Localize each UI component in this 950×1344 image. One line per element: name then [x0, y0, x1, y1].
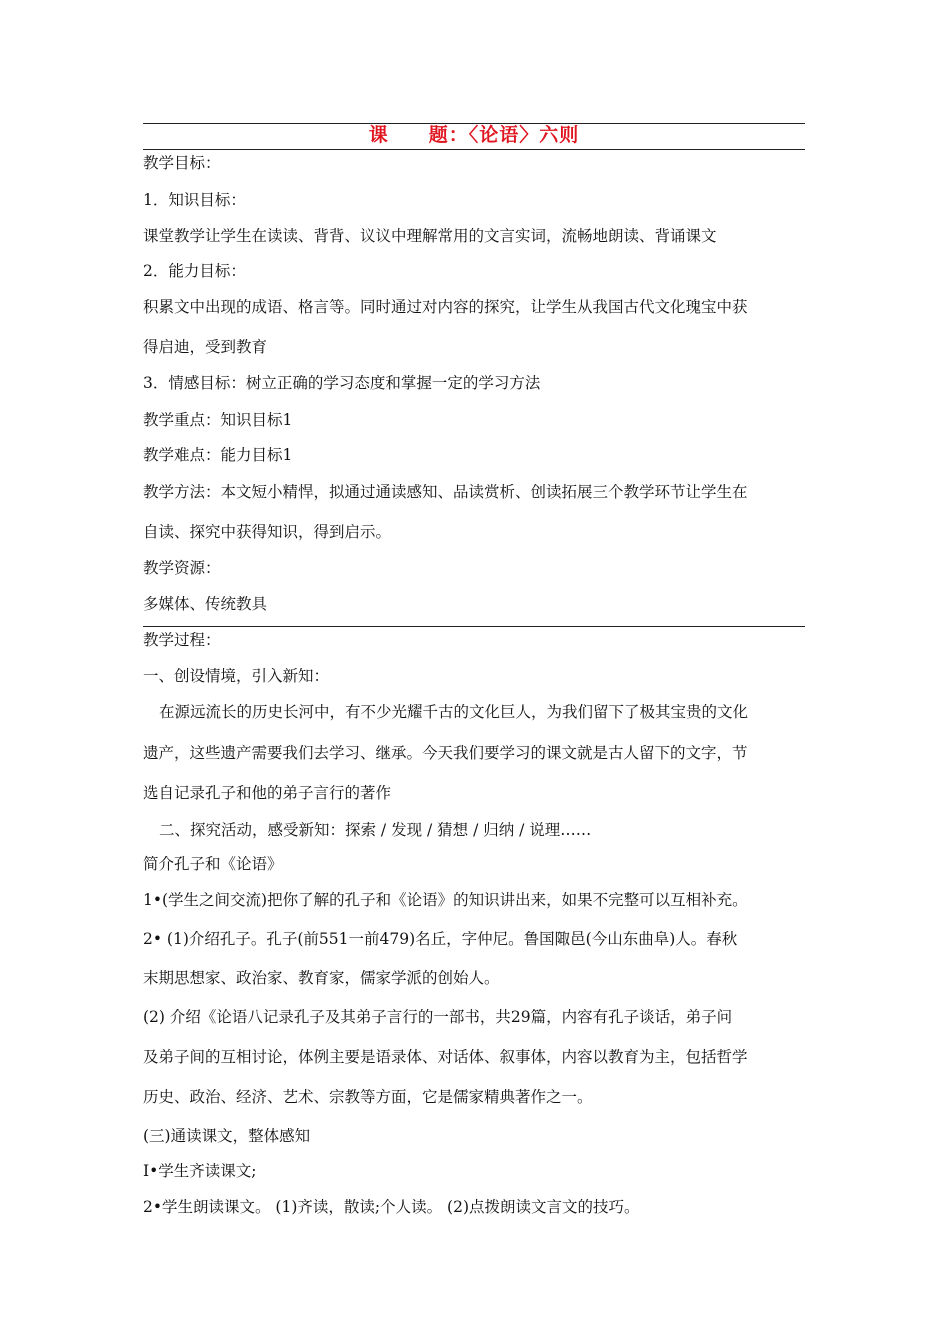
teaching-resources-heading: 教学资源：	[143, 559, 221, 577]
teaching-method-2: 自读、探究中获得知识，得到启示。	[143, 523, 392, 541]
step-one-heading: 一、创设情境，引入新知：	[143, 667, 330, 685]
step-three-heading: (三)通读课文，整体感知	[143, 1127, 311, 1145]
teaching-difficulty: 教学难点：能力目标1	[143, 446, 293, 464]
item-2-analects-3: 历史、政治、经济、艺术、宗教等方面，它是儒家精典著作之一。	[143, 1088, 593, 1106]
reading-item-2: 2•学生朗读课文。 (1)齐读，散读;个人读。 (2)点拨朗读文言文的技巧。	[143, 1198, 640, 1216]
process-divider-rule	[143, 626, 805, 627]
confucius-intro-heading: 简介孔子和《论语》	[143, 855, 283, 873]
item-1-exchange: 1•(学生之间交流)把你了解的孔子和《论语》的知识讲出来，如果不完整可以互相补充。	[143, 891, 748, 909]
teaching-process-heading: 教学过程：	[143, 631, 221, 649]
item-2-confucius-1: 2• (1)介绍孔子。孔子(前551一前479)名丘，字仲尼。鲁国陬邑(今山东曲阜)人。春秋	[143, 930, 738, 948]
step-two-heading: 二、探究活动，感受新知：探索 / 发现 / 猜想 / 归纳 / 说理……	[159, 821, 592, 839]
objective-emotion: 3．情感目标：树立正确的学习态度和掌握一定的学习方法	[143, 374, 541, 392]
item-2-confucius-2: 末期思想家、政治家、教育家，儒家学派的创始人。	[143, 969, 500, 987]
teaching-method-1: 教学方法：本文短小精悍，拟通过通读感知、品读赏析、创读拓展三个教学环节让学生在	[143, 483, 748, 501]
section-heading-objectives: 教学目标：	[143, 154, 221, 172]
reading-item-1: I•学生齐读课文;	[143, 1162, 257, 1180]
intro-paragraph-2: 遗产，这些遗产需要我们去学习、继承。今天我们要学习的课文就是古人留下的文字，节	[143, 744, 748, 762]
teaching-resources-text: 多媒体、传统教具	[143, 595, 268, 613]
page-title: 课 题：〈论语〉六则	[368, 124, 580, 146]
objective-ability-text-1: 积累文中出现的成语、格言等。同时通过对内容的探究，让学生从我国古代文化瑰宝中获	[143, 298, 748, 316]
item-2-analects-2: 及弟子间的互相讨论，体例主要是语录体、对话体、叙事体，内容以教育为主，包括哲学	[143, 1048, 748, 1066]
teaching-focus: 教学重点：知识目标1	[143, 411, 293, 429]
intro-paragraph-3: 选自记录孔子和他的弟子言行的著作	[143, 784, 392, 802]
objective-knowledge-text: 课堂教学让学生在读读、背背、议议中理解常用的文言实词，流畅地朗读、背诵课文	[143, 227, 717, 245]
title-bottom-rule	[143, 149, 805, 150]
objective-ability-text-2: 得启迪，受到教育	[143, 338, 268, 356]
objective-ability-heading: 2．能力目标：	[143, 262, 246, 280]
intro-paragraph-1: 在源远流长的历史长河中，有不少光耀千古的文化巨人，为我们留下了极其宝贵的文化	[159, 703, 749, 721]
item-2-analects-1: (2) 介绍《论语八记录孔子及其弟子言行的一部书，共29篇，内容有孔子谈话，弟子问	[143, 1008, 733, 1026]
objective-knowledge-heading: 1．知识目标：	[143, 191, 246, 209]
